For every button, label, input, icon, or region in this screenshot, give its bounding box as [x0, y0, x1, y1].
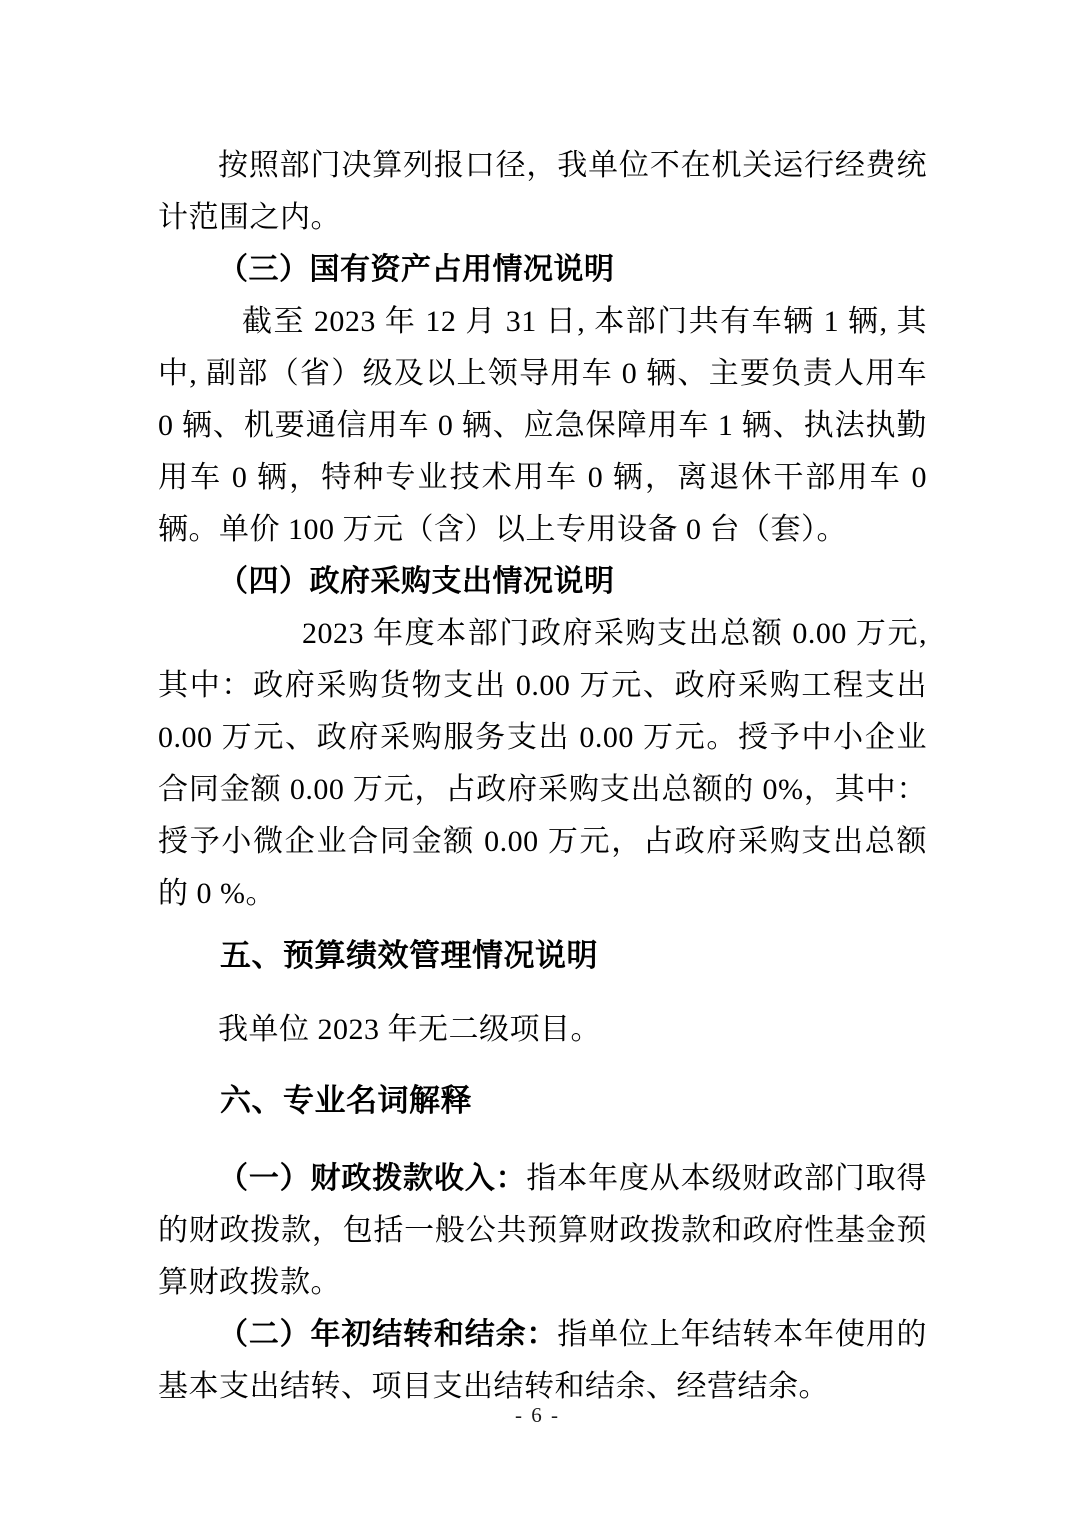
- heading-glossary: 六、专业名词解释: [220, 1083, 472, 1118]
- heading-state-assets: （三）国有资产占用情况说明: [218, 253, 615, 286]
- paragraph-term-fiscal-appropriation: [158, 1153, 927, 1309]
- paragraph-state-assets: 截至 2023 年 12 月 31 日, 本部门共有车辆 1 辆, 其中, 副部（省）级及以上领导用车 0 辆、主要负责人用车 0 辆、机要通信用车 0 辆、应急保障用车 1 辆、执法执勤用车 0 辆，特种专业技术用车 0 辆，离退休干部用车 0 辆。单价 100 万元（含）以上专用设备 0 台（套）。: [158, 305, 927, 546]
- document-body: [158, 140, 927, 1413]
- paragraph-budget-performance: 我单位 2023 年无二级项目。: [218, 1013, 601, 1046]
- paragraph-term-carryover: [158, 1309, 927, 1413]
- page-number: - 6 -: [515, 1403, 560, 1427]
- paragraph-government-procurement: 2023 年度本部门政府采购支出总额 0.00 万元, 其中：政府采购货物支出 0.00 万元、政府采购工程支出 0.00 万元、政府采购服务支出 0.00 万元。授予中小企业合同金额 0.00 万元，占政府采购支出总额的 0%，其中：授予小微企业合同金额 0.00 万元，占政府采购支出总额的 0 %。: [158, 617, 927, 910]
- term-carryover-body: 指单位上年结转本年使用的基本支出结转、项目支出结转和结余、经营结余。: [158, 1318, 927, 1403]
- heading-government-procurement: （四）政府采购支出情况说明: [218, 565, 615, 598]
- term-fiscal-appropriation-lead: （一）财政拨款收入：: [218, 1162, 527, 1195]
- term-carryover-lead: （二）年初结转和结余：: [218, 1318, 558, 1351]
- term-fiscal-appropriation-body: 指本年度从本级财政部门取得的财政拨款，包括一般公共预算财政拨款和政府性基金预算财政拨款。: [158, 1162, 928, 1299]
- heading-budget-performance: 五、预算绩效管理情况说明: [220, 938, 598, 973]
- paragraph-operating-expense-note: 按照部门决算列报口径，我单位不在机关运行经费统计范围之内。: [158, 149, 927, 234]
